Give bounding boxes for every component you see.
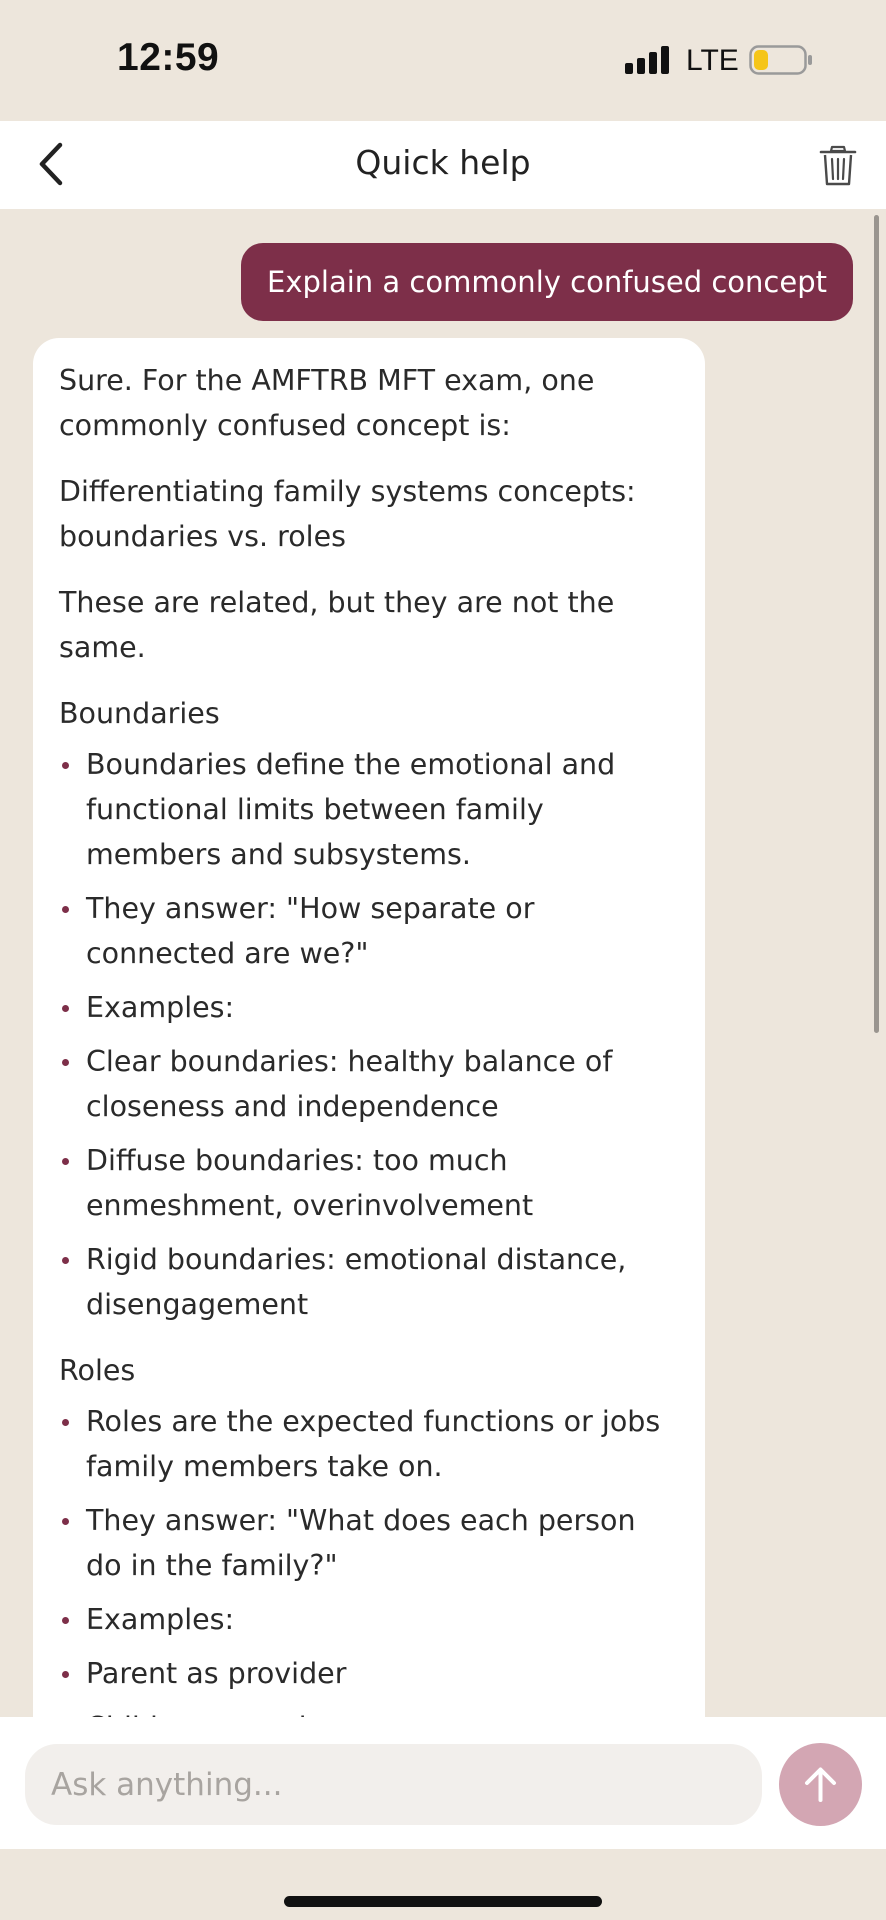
- section-heading-roles: Roles: [59, 1354, 136, 1387]
- message-composer: [0, 1717, 886, 1849]
- list-item: Roles are the expected functions or jobs family members take on.: [59, 1399, 679, 1489]
- user-message-bubble: Explain a commonly confused concept: [241, 243, 853, 321]
- list-item: They answer: "How separate or connected are we?": [59, 886, 679, 976]
- list-item: Boundaries define the emotional and functional limits between family members and subsystems.: [59, 742, 679, 877]
- assistant-topic-text: Differentiating family systems concepts: boundaries vs. roles: [59, 475, 636, 553]
- assistant-relation-text: These are related, but they are not the same.: [59, 586, 615, 664]
- trash-icon[interactable]: [818, 143, 858, 187]
- list-item: Rigid boundaries: emotional distance, disengagement: [59, 1237, 679, 1327]
- chat-scrollbar[interactable]: [874, 215, 879, 1033]
- roles-list: [59, 1399, 679, 1750]
- chat-thread[interactable]: [0, 209, 886, 1717]
- list-item: Parent as provider: [59, 1651, 679, 1696]
- status-time: 12:59: [117, 36, 220, 79]
- ask-input[interactable]: [25, 1744, 762, 1825]
- status-bar: [0, 0, 886, 121]
- cellular-signal-icon: [625, 46, 671, 74]
- assistant-intro-text: Sure. For the AMFTRB MFT exam, one commonly confused concept is:: [59, 364, 595, 442]
- section-heading-boundaries: Boundaries: [59, 697, 220, 730]
- network-type-label: LTE: [686, 44, 739, 77]
- list-item: Examples:: [59, 1597, 679, 1642]
- list-item: Diffuse boundaries: too much enmeshment, overinvolvement: [59, 1138, 679, 1228]
- list-item: Examples:: [59, 985, 679, 1030]
- app-header: [0, 121, 886, 209]
- list-item: They answer: "What does each person do in the family?": [59, 1498, 679, 1588]
- home-indicator[interactable]: [284, 1896, 602, 1907]
- battery-icon: [749, 45, 813, 75]
- home-indicator-area: [0, 1849, 886, 1920]
- list-item: Clear boundaries: healthy balance of closeness and independence: [59, 1039, 679, 1129]
- page-title: Quick help: [355, 143, 531, 182]
- assistant-message-bubble: [33, 338, 705, 1838]
- send-button[interactable]: [779, 1743, 862, 1826]
- boundaries-list: [59, 742, 679, 1327]
- arrow-up-icon: [799, 1763, 842, 1806]
